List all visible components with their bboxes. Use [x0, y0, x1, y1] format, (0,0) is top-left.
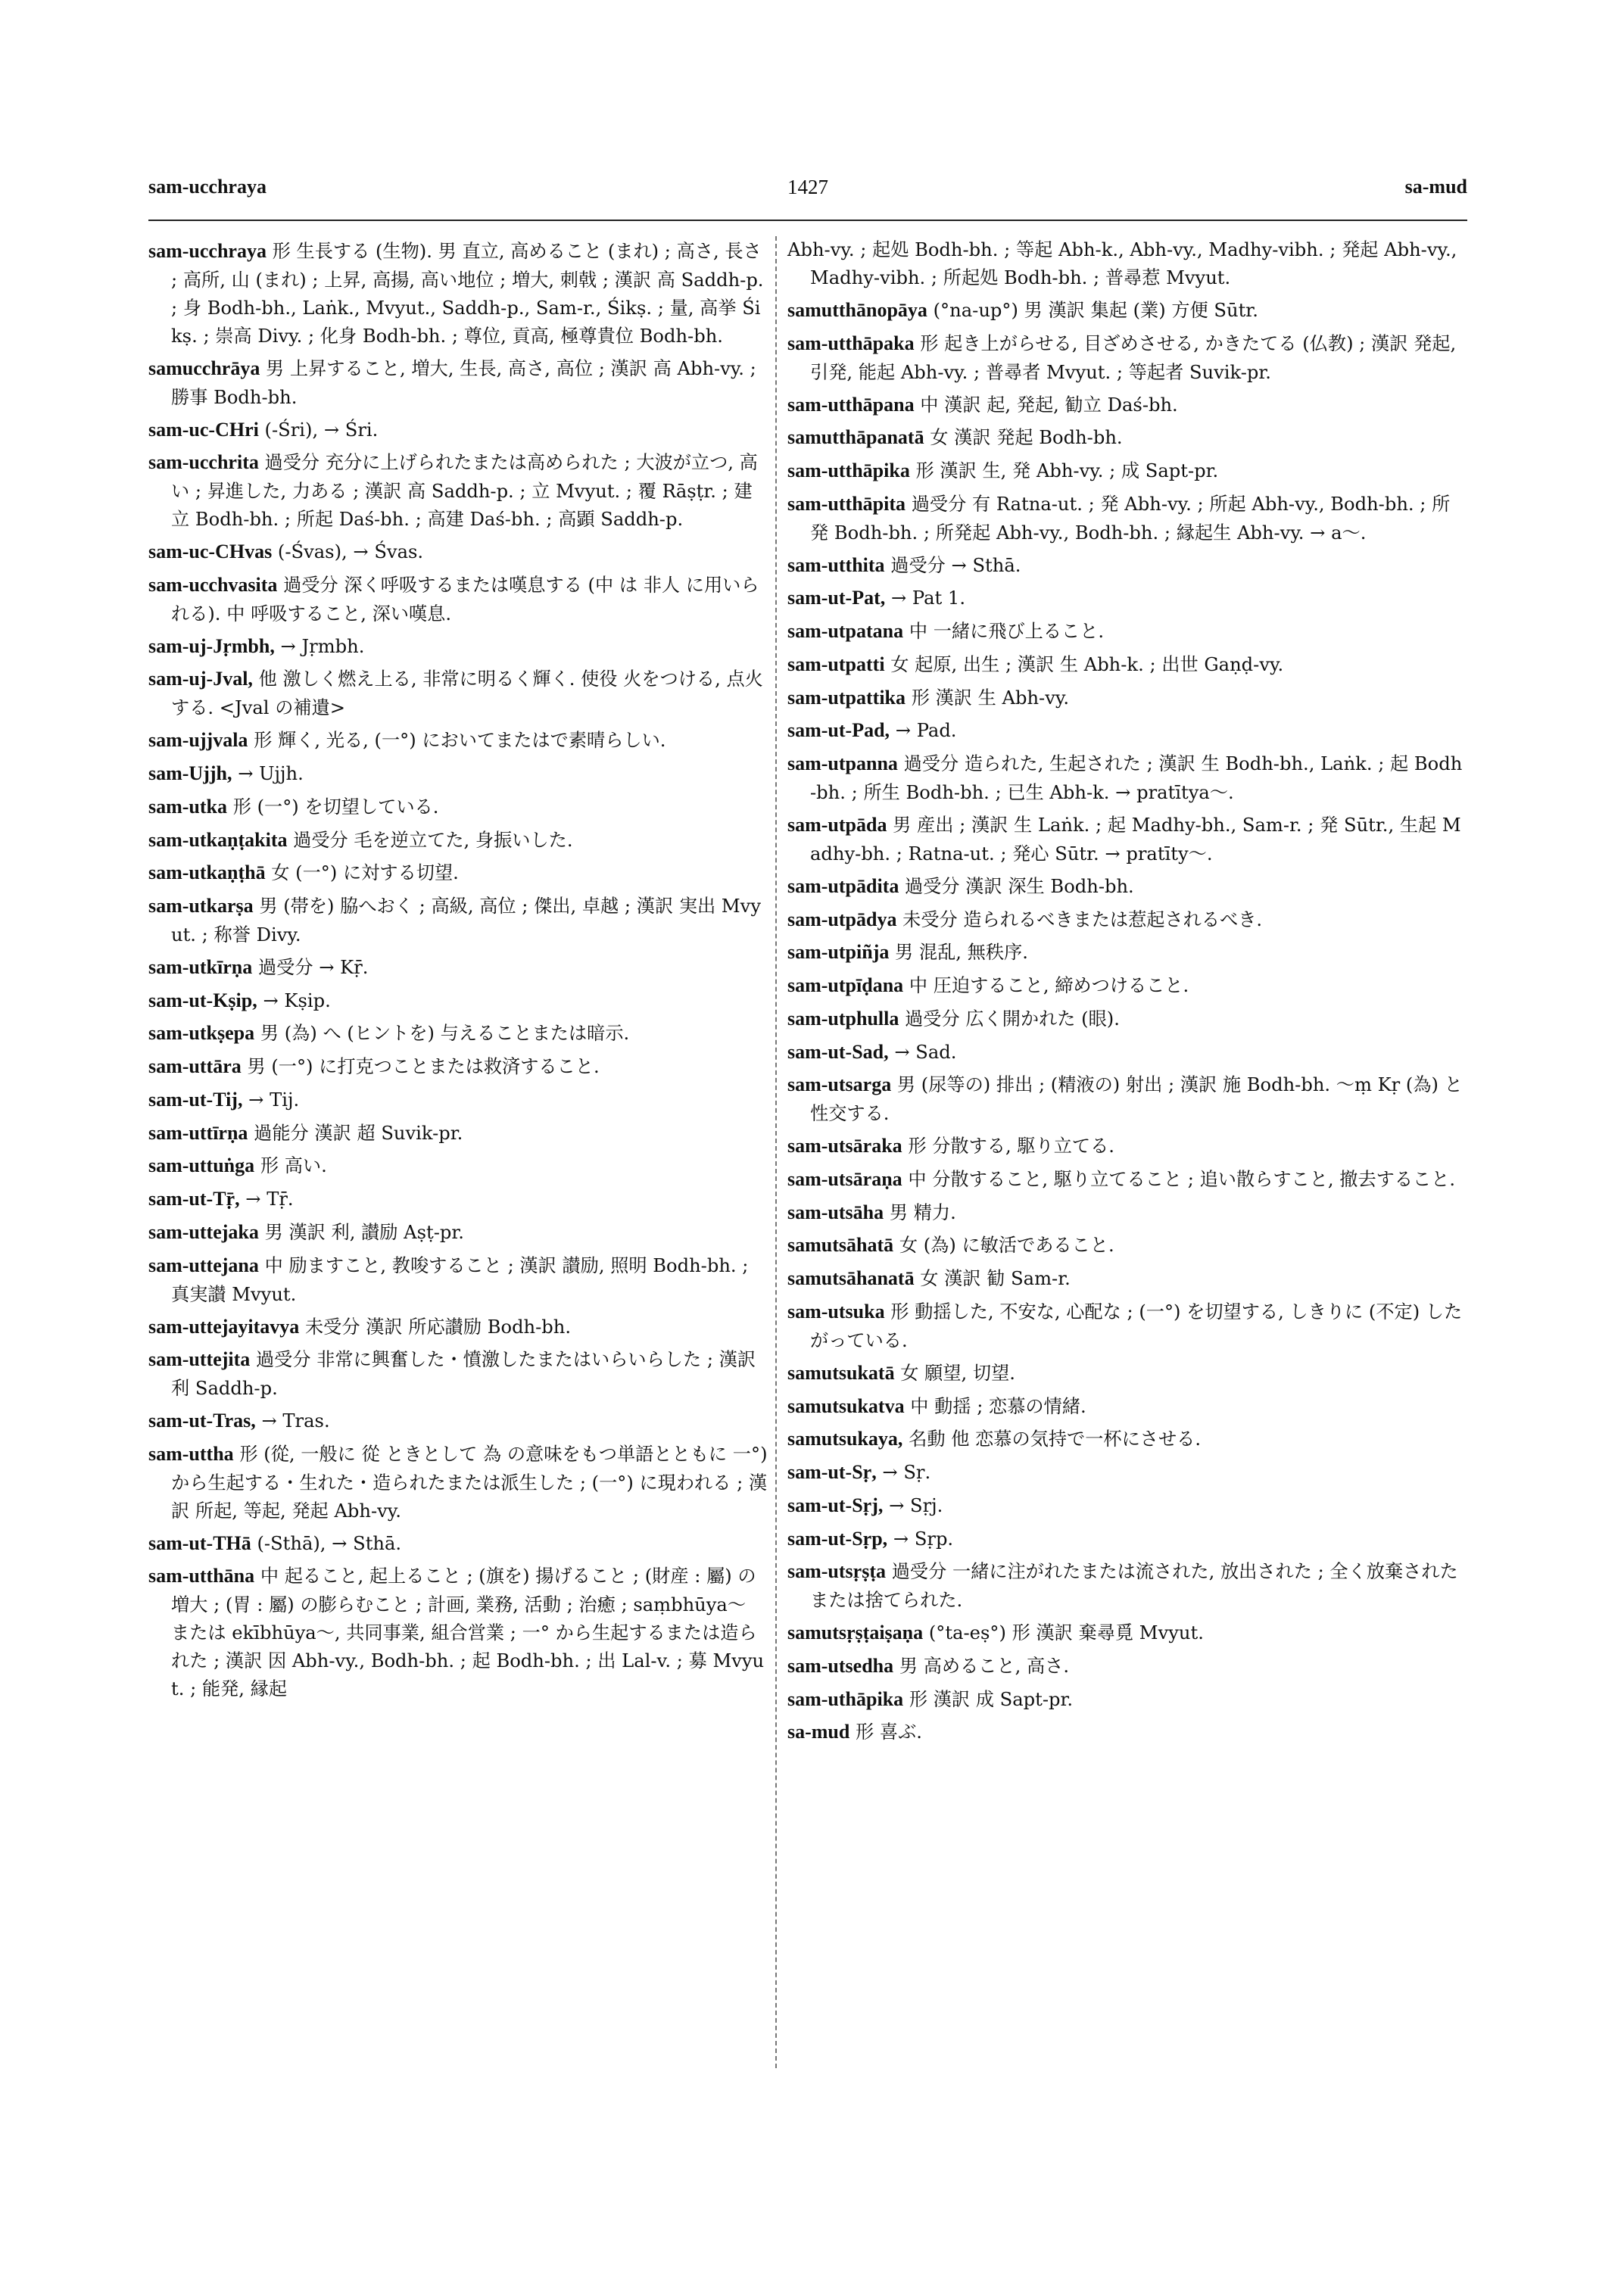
entry-headword: sam-utthāpita	[787, 492, 906, 515]
dictionary-entry	[787, 1263, 1467, 1294]
entry-headword: sam-utpāda	[787, 814, 887, 837]
entry-headword: samutthāpanatā	[787, 426, 924, 449]
entry-headword: sam-Ujjh,	[148, 762, 232, 785]
entry-definition: 女 漢訳 勧 Sam-r.	[914, 1268, 1071, 1290]
entry-headword: sam-ut-Tij,	[148, 1088, 243, 1111]
dictionary-entry	[787, 715, 1467, 746]
entry-headword: sam-utsāraṇa	[787, 1167, 902, 1190]
entry-definition: 形 起き上がらせる, 目ざめさせる, かきたてる (仏教) ; 漢訳 発起, 引発, 能起 Abh-vy. ; 普尋者 Mvyut. ; 等起者 Suvik-pr.	[810, 332, 1457, 383]
entry-definition: (°ta-eṣ°) 形 漢訳 棄尋覓 Mvyut.	[923, 1622, 1204, 1644]
entry-headword: sam-utthāpana	[787, 393, 915, 416]
entry-definition: 過受分 → Kṝ.	[252, 956, 369, 978]
page-number: 1427	[787, 176, 828, 198]
entry-definition: → Ujjh.	[232, 763, 304, 785]
entry-definition: 過受分 一緒に注がれたまたは流された, 放出された ; 全く放棄されたまたは捨てられた.	[810, 1561, 1458, 1612]
entry-headword: samutsukatva	[787, 1394, 905, 1417]
dictionary-entry	[787, 329, 1467, 387]
entry-headword: sam-utpanna	[787, 752, 898, 775]
dictionary-entry	[148, 858, 768, 888]
entry-headword: sam-uttejaka	[148, 1220, 259, 1243]
dictionary-entry	[787, 1524, 1467, 1554]
entry-definition: 男 (帯を) 脇へおく ; 高級, 高位 ; 傑出, 卓越 ; 漢訳 実出 Mvyut. ; 称誉 Divy.	[171, 896, 761, 946]
entry-definition: → Jṛmbh.	[274, 635, 365, 657]
dictionary-entry	[148, 1528, 768, 1559]
dictionary-entry	[787, 456, 1467, 486]
dictionary-entry	[148, 891, 768, 949]
dictionary-entry	[148, 1184, 768, 1214]
dictionary-entry	[787, 683, 1467, 713]
entry-definition: 中 動揺 ; 恋慕の情緒.	[904, 1395, 1086, 1417]
dictionary-entry	[787, 1004, 1467, 1034]
dictionary-entry	[148, 1406, 768, 1436]
entry-headword: sam-utsāraka	[787, 1135, 902, 1157]
entry-definition: 中 起ること, 起上ること ; (旗を) 揚げること ; (財産 : 屬) の増大 ; (胃 : 屬) の膨らむこと ; 計画, 業務, 活動 ; 治癒 ; saṃbhūya～ または ekībhūya～, 共同事業, 組合営業 ; 一° から生起するまたは造られた ; 漢訳 因 Abh-vy., Bodh-bh. ; 起 Bodh-bh. ; 出 Lal-v. ; 募 Mvyut. ; 能発, 縁起	[171, 1566, 765, 1700]
entry-definition: 中 圧迫すること, 締めつけること.	[903, 975, 1189, 997]
dictionary-entry	[148, 792, 768, 822]
page-header	[148, 176, 1467, 206]
right-guide-word: sa-mud	[1404, 176, 1467, 198]
entry-headword: sam-utkṣepa	[148, 1022, 255, 1045]
dictionary-entry	[148, 825, 768, 855]
entry-headword: samutsāhanatā	[787, 1267, 915, 1290]
entry-headword: samutsāhatā	[787, 1234, 894, 1257]
entry-headword: sam-utsuka	[787, 1301, 885, 1323]
dictionary-entry	[787, 937, 1467, 967]
entry-definition: 男 精力.	[884, 1201, 956, 1223]
dictionary-entry	[787, 616, 1467, 646]
entry-definition: 過受分 深く呼吸するまたは嘆息する (中 は 非人 に用いられる). 中 呼吸すること, 深い嘆息.	[171, 574, 759, 625]
entry-definition: → Tij.	[242, 1089, 300, 1111]
entry-definition: 過受分 広く開かれた (眼).	[899, 1008, 1120, 1030]
entry-headword: samucchrāya	[148, 357, 260, 379]
dictionary-entry	[148, 447, 768, 534]
dictionary-entry	[787, 1491, 1467, 1521]
entry-definition: (-Śvas), → Śvas.	[272, 541, 424, 563]
dictionary-entry	[787, 295, 1467, 326]
dictionary-entry	[787, 390, 1467, 420]
dictionary-entry	[148, 986, 768, 1016]
dictionary-entry	[148, 725, 768, 756]
entry-headword: samutsṛṣṭaiṣaṇa	[787, 1622, 924, 1644]
entry-headword: sam-utkarṣa	[148, 895, 254, 918]
entry-definition: 男 (為) へ (ヒントを) 与えることまたは暗示.	[254, 1023, 630, 1045]
entry-definition: 形 動揺した, 不安な, 心配な ; (一°) を切望する, しきりに (不定) したがっている.	[810, 1301, 1463, 1351]
entry-headword: sam-utpatana	[787, 620, 904, 643]
dictionary-entry	[148, 952, 768, 983]
dictionary-entry	[787, 1164, 1467, 1195]
dictionary-entry	[148, 1251, 768, 1309]
entry-headword: sam-utpatti	[787, 653, 885, 675]
entry-headword: sam-utsāha	[787, 1201, 884, 1223]
dictionary-entry	[148, 1051, 768, 1082]
entry-headword: sam-ut-Sad,	[787, 1040, 889, 1063]
dictionary-entry	[148, 1217, 768, 1248]
entry-definition: 過受分 有 Ratna-ut. ; 発 Abh-vy. ; 所起 Abh-vy., Bodh-bh. ; 所発 Bodh-bh. ; 所発起 Abh-vy., Bodh-bh. ; 縁起生 Abh-vy. → a～.	[810, 493, 1451, 544]
entry-definition: 中 一緒に飛び上ること.	[903, 621, 1105, 643]
dictionary-entry	[787, 1556, 1467, 1615]
entry-headword: sam-utpattika	[787, 686, 906, 709]
dictionary-entry	[148, 1312, 768, 1342]
entry-definition: 名動 他 恋慕の気持で一杯にさせる.	[902, 1428, 1202, 1450]
dictionary-entry	[148, 1151, 768, 1181]
entry-headword: sam-uttejayitavya	[148, 1315, 300, 1338]
entry-headword: sam-ucchraya	[148, 240, 267, 262]
entry-headword: samutsukatā	[787, 1361, 895, 1384]
dictionary-entry	[787, 1198, 1467, 1228]
entry-definition: 過受分 漢訳 深生 Bodh-bh.	[899, 875, 1134, 897]
entry-headword: sam-uttha	[148, 1442, 234, 1465]
entry-headword: samutsukaya,	[787, 1428, 903, 1450]
entry-headword: sam-uttīrṇa	[148, 1121, 248, 1144]
dictionary-entry	[787, 1684, 1467, 1715]
entry-definition: 中 漢訳 起, 発起, 勧立 Daś-bh.	[914, 394, 1178, 416]
entry-definition: 男 産出 ; 漢訳 生 Laṅk. ; 起 Madhy-bh., Sam-r. ; 発 Sūtr., 生起 Madhy-bh. ; Ratna-ut. ; 発心 Sūtr. → pratīty～.	[810, 815, 1461, 865]
entry-headword: sam-ut-Pad,	[787, 719, 890, 742]
entry-definition: → Sṛp.	[887, 1528, 954, 1550]
entry-definition: 女 願望, 切望.	[894, 1362, 1015, 1384]
dictionary-entry	[787, 749, 1467, 807]
left-guide-word: sam-ucchraya	[148, 176, 267, 198]
entry-headword: sam-utkaṇṭhā	[148, 861, 266, 884]
dictionary-entry	[787, 1070, 1467, 1128]
entry-definition: 形 (從, 一般に 從 ときとして 為 の意味をもつ単語とともに 一°) から生起する・生れた・造られたまたは派生した ; (一°) に現われる ; 漢訳 所起, 等起, 発起 Abh-vy.	[171, 1443, 768, 1522]
dictionary-entry	[787, 236, 1467, 292]
entry-definition: Abh-vy. ; 起処 Bodh-bh. ; 等起 Abh-k., Abh-vy., Madhy-vibh. ; 発起 Abh-vy., Madhy-vibh. ; 所起処 Bodh-bh. ; 普尋惹 Mvyut.	[787, 239, 1457, 289]
entry-headword: sam-utthāna	[148, 1565, 255, 1587]
dictionary-entry	[148, 664, 768, 722]
entry-definition: → Pat 1.	[885, 587, 966, 609]
entry-headword: sam-uj-Jval,	[148, 668, 253, 690]
entry-definition: → Tras.	[255, 1410, 330, 1432]
entry-headword: sam-ut-Tṝ,	[148, 1188, 240, 1210]
entry-definition: 男 (尿等の) 排出 ; (精液の) 射出 ; 漢訳 施 Bodh-bh. ～ṃ Kṛ (為) と性交する.	[810, 1074, 1463, 1125]
dictionary-entry	[787, 1230, 1467, 1260]
entry-definition: 形 生長する (生物). 男 直立, 高めること (まれ) ; 高さ, 長さ ; 高所, 山 (まれ) ; 上昇, 高揚, 高い地位 ; 増大, 刺戟 ; 漢訳 高 Saddh-p. ; 身 Bodh-bh., Laṅk., Mvyut., Saddh-p., Sam-r., Śikṣ. ; 量, 高挙 Śikṣ. ; 崇高 Divy. ; 化身 Bodh-bh. ; 尊位, 貢高, 極尊貴位 Bodh-bh.	[171, 241, 764, 347]
dictionary-entry	[787, 810, 1467, 868]
entry-definition: 女 (為) に敏活であること.	[893, 1235, 1114, 1257]
entry-definition: (-Sthā), → Sthā.	[251, 1532, 402, 1554]
entry-definition: → Sṛj.	[883, 1494, 943, 1516]
dictionary-entry	[787, 650, 1467, 680]
entry-headword: sam-utthāpaka	[787, 332, 915, 354]
entry-definition: 男 混乱, 無秩序.	[889, 942, 1028, 964]
entry-definition: 形 漢訳 生, 発 Abh-vy. ; 成 Sapt-pr.	[909, 460, 1219, 482]
entry-definition: 未受分 造られるべきまたは惹起されるべき.	[896, 908, 1263, 930]
entry-headword: sam-ut-Tras,	[148, 1410, 256, 1432]
entry-definition: → Kṣip.	[257, 989, 331, 1011]
entry-headword: sam-ut-Sṛj,	[787, 1494, 884, 1516]
dictionary-entry	[787, 422, 1467, 453]
entry-definition: 形 輝く, 光る, (一°) においてまたはで素晴らしい.	[248, 730, 666, 752]
entry-headword: sam-uj-Jṛmbh,	[148, 634, 275, 657]
entry-headword: sam-uc-CHvas	[148, 541, 273, 563]
dictionary-entry	[148, 354, 768, 412]
entry-headword: sa-mud	[787, 1721, 850, 1743]
entry-definition: (-Śri), → Śri.	[258, 419, 379, 441]
entry-definition: 過受分 非常に興奮した・憤激したまたはいらいらした ; 漢訳 利 Saddh-p.	[171, 1349, 756, 1400]
entry-headword: sam-ucchrita	[148, 451, 259, 474]
dictionary-entry	[787, 905, 1467, 935]
entry-headword: sam-utsarga	[787, 1073, 892, 1096]
entry-headword: sam-utpādya	[787, 908, 897, 930]
dictionary-entry	[787, 1618, 1467, 1648]
dictionary-entry	[148, 537, 768, 567]
entry-definition: → Pad.	[890, 720, 957, 742]
entry-headword: sam-ucchvasita	[148, 573, 278, 596]
entry-definition: 形 漢訳 成 Sapt-pr.	[903, 1688, 1074, 1710]
entry-definition: 男 高めること, 高さ.	[893, 1655, 1070, 1677]
dictionary-entry	[787, 1297, 1467, 1355]
entry-headword: sam-utthāpika	[787, 460, 910, 482]
dictionary-entry	[148, 1085, 768, 1115]
entry-headword: sam-uttuṅga	[148, 1154, 255, 1177]
right-column	[787, 236, 1467, 1743]
entry-definition: 男 (一°) に打克つことまたは救済すること.	[241, 1056, 600, 1078]
entry-definition: 男 漢訳 利, 讃励 Aṣṭ-pr.	[258, 1221, 464, 1243]
entry-headword: sam-ut-Sṛ,	[787, 1461, 877, 1484]
entry-headword: sam-uttāra	[148, 1055, 242, 1078]
entry-headword: sam-utthita	[787, 553, 885, 576]
entry-headword: samutthānopāya	[787, 299, 927, 322]
entry-headword: sam-ut-THā	[148, 1531, 251, 1554]
dictionary-entry	[787, 1651, 1467, 1681]
entry-definition: 他 激しく燃え上る, 非常に明るく輝く. 使役 火をつける, 点火する. <Jval の補遺>	[171, 668, 763, 719]
dictionary-entry	[787, 583, 1467, 613]
dictionary-entry	[787, 1424, 1467, 1454]
dictionary-entry	[148, 236, 768, 350]
dictionary-entry	[148, 1344, 768, 1403]
dictionary-entry	[148, 1561, 768, 1703]
dictionary-entry	[787, 1131, 1467, 1161]
dictionary-entry	[787, 1037, 1467, 1067]
entry-definition: → Tṝ.	[239, 1189, 294, 1210]
entry-definition: 形 漢訳 生 Abh-vy.	[906, 687, 1070, 709]
entry-definition: 女 起原, 出生 ; 漢訳 生 Abh-k. ; 出世 Gaṇḍ-vy.	[884, 653, 1284, 675]
left-column	[148, 236, 768, 2136]
entry-headword: sam-ut-Kṣip,	[148, 989, 257, 1011]
entry-definition: 過受分 造られた, 生起された ; 漢訳 生 Bodh-bh., Laṅk. ; 起 Bodh-bh. ; 所生 Bodh-bh. ; 已生 Abh-k. → pratītya～.	[810, 753, 1463, 804]
header-rule	[148, 220, 1467, 221]
entry-definition: 形 喜ぶ.	[849, 1721, 922, 1743]
dictionary-entry	[787, 970, 1467, 1001]
dictionary-entry	[148, 759, 768, 789]
dictionary-entry	[787, 1391, 1467, 1422]
entry-headword: sam-utka	[148, 795, 228, 818]
entry-definition: 男 上昇すること, 増大, 生長, 高さ, 高位 ; 漢訳 高 Abh-vy. ; 勝事 Bodh-bh.	[171, 357, 756, 408]
entry-headword: sam-utpiñja	[787, 941, 890, 964]
dictionary-entry	[148, 1018, 768, 1048]
entry-definition: 中 励ますこと, 教唆すること ; 漢訳 讃励, 照明 Bodh-bh. ; 真実讃 Mvyut.	[171, 1254, 749, 1305]
dictionary-entry	[148, 631, 768, 662]
dictionary-entry	[148, 415, 768, 445]
entry-definition: 形 高い.	[254, 1155, 327, 1177]
dictionary-entry	[787, 489, 1467, 547]
entry-definition: → Sṛ.	[876, 1462, 931, 1484]
dictionary-entry	[787, 1457, 1467, 1488]
entry-headword: sam-utsedha	[787, 1654, 894, 1677]
entry-definition: 過受分 毛を逆立てた, 身振いした.	[287, 829, 573, 851]
entry-headword: sam-uttejana	[148, 1254, 259, 1276]
entry-definition: 過能分 漢訳 超 Suvik-pr.	[248, 1122, 463, 1144]
dictionary-entry	[787, 1717, 1467, 1747]
entry-definition: → Sad.	[888, 1041, 957, 1063]
dictionary-entry	[787, 871, 1467, 902]
entry-headword: sam-utpādita	[787, 874, 899, 897]
column-divider	[775, 236, 777, 2068]
dictionary-entry	[148, 1439, 768, 1525]
entry-headword: sam-utsṛṣṭa	[787, 1560, 886, 1583]
entry-definition: 中 分散すること, 駆り立てること ; 追い散らすこと, 撤去すること.	[902, 1168, 1456, 1190]
entry-headword: sam-uttejita	[148, 1348, 251, 1371]
entry-definition: 形 (一°) を切望している.	[227, 796, 439, 818]
dictionary-entry	[148, 570, 768, 628]
entry-definition: (°na-up°) 男 漢訳 集起 (業) 方便 Sūtr.	[927, 300, 1258, 322]
entry-definition: 形 分散する, 駆り立てる.	[902, 1136, 1114, 1157]
entry-definition: 女 漢訳 発起 Bodh-bh.	[924, 427, 1123, 449]
dictionary-entry	[787, 1358, 1467, 1388]
entry-definition: 過受分 充分に上げられたまたは高められた ; 大波が立つ, 高い ; 昇進した, 力ある ; 漢訳 高 Saddh-p. ; 立 Mvyut. ; 覆 Rāṣṭr. ; 建立 Bodh-bh. ; 所起 Daś-bh. ; 高建 Daś-bh. ; 高顕 Saddh-p.	[171, 452, 758, 531]
entry-definition: 過受分 → Sthā.	[884, 554, 1021, 576]
entry-definition: 未受分 漢訳 所応讃励 Bodh-bh.	[299, 1316, 572, 1338]
entry-headword: sam-uthāpika	[787, 1687, 904, 1710]
entry-headword: sam-utkaṇṭakita	[148, 828, 288, 851]
entry-headword: sam-ut-Pat,	[787, 587, 886, 609]
entry-headword: sam-ut-Sṛp,	[787, 1527, 888, 1550]
entry-definition: 女 (一°) に対する切望.	[265, 862, 459, 884]
entry-headword: sam-utkīrṇa	[148, 955, 253, 978]
dictionary-entry	[787, 550, 1467, 581]
entry-headword: sam-uc-CHri	[148, 418, 259, 441]
entry-headword: sam-ujjvala	[148, 729, 248, 752]
entry-headword: sam-utphulla	[787, 1007, 899, 1030]
entry-headword: sam-utpīḍana	[787, 974, 904, 997]
dictionary-entry	[148, 1118, 768, 1148]
